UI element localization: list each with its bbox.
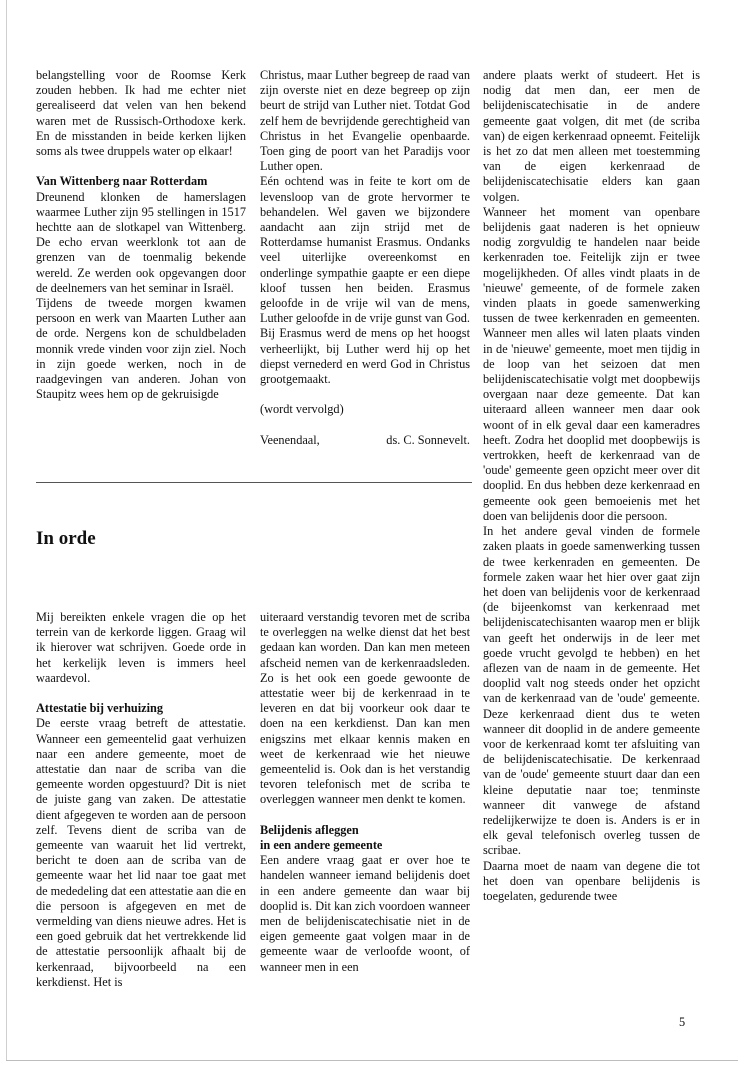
article1-paragraph: Tijdens de tweede morgen kwamen persoon en werk van Maarten Luther aan de orde. Nergens kon de schuldbeladen monnik vrede vinden voor zijn ziel. Noch in zijn goede werken, noch in de raadgevingen van anderen. Johan von Staupitz wees hem op de gekruisigde (36, 296, 246, 402)
author: ds. C. Sonnevelt. (386, 432, 470, 447)
section-heading-line: Belijdenis afleggen (260, 822, 359, 837)
article1-column-1 (36, 68, 246, 474)
article2-paragraph: De eerste vraag betreft de attestatie. Wanneer een gemeentelid gaat verhuizen naar een andere gemeente, moet de attestatie dan naar de scriba van die gemeente worden opgestuurd? Dit is niet de juiste gang van zaken. De attestatie dient afgegeven te worden aan de persoon zelf. Tevens dient de scriba van de gemeente van waaruit het lid vertrekt, bericht te doen aan de scriba van de gemeente waar het lid naar toe gaat met de mededeling dat een attestatie aan die en die persoon is afgegeven en met de vermelding van diens nieuwe adres. Het is een goed gebruik dat het vertrekkende lid de attestatie persoonlijk afhaalt bij de kerkenraad, bijvoorbeeld na een kerkdienst. Het is (36, 716, 246, 989)
article1-paragraph: Eén ochtend was in feite te kort om de levensloop van de grote hervormer te behandelen. Wel gaven we bijzondere aandacht aan zijn strijd met de Rotterdamse humanist Erasmus. Ondanks veel uiterlijke overeenkomst en onderlinge sympathie gaapte er een diepe kloof tussen hen beiden. Erasmus geloofde in de vrije wil van de mens, Luther geloofde in de vrije gunst van God. Bij Erasmus werd de mens op het hoogst verheerlijkt, bij Luther werd hij op het diepst vernederd en werd God in Christus grootgemaakt. (260, 174, 470, 387)
article2-column-2 (260, 610, 470, 1042)
page-number: 5 (679, 1015, 686, 1029)
signature-line (260, 433, 470, 448)
to-be-continued: (wordt vervolgd) (260, 402, 344, 417)
article2-paragraph: uiteraard verstandig tevoren met de scriba te overleggen na welke dienst dat het best gedaan kan worden. Dan kan men meteen afscheid nemen van de kerkenraadsleden. Zo is het ook een goede gewoonte de attestatie weer bij de kerkenraad in te leveren en dat bij voorkeur ook daar te doen na een kerkdienst. Dan kan men enigszins met elkaar kennis maken en weet de kerkenraad wie het nieuwe gemeentelid is. Ook dan is het verstandig tevoren telefonisch met de scriba te overleggen wanneer men denkt te komen. (260, 610, 470, 807)
place: Veenendaal, (260, 432, 320, 447)
article2-paragraph: Een andere vraag gaat er over hoe te handelen wanneer iemand belijdenis doet in een andere gemeente dan waar bij dooplid is. Dit kan zich voordoen wanneer men de belijdeniscatechisatie niet in de eigen gemeente gaat volgen maar in de gemeente waar de verloofde woont, of wanneer men in een (260, 853, 470, 974)
article2-paragraph: Mij bereikten enkele vragen die op het terrein van de kerkorde liggen. Graag wil ik hierover wat schrijven. Goede orde in het kerkelijk leven is immers heel waardevol. (36, 610, 246, 685)
article2-paragraph: In het andere geval vinden de formele zaken plaats in goede samenwerking tussen de twee kerkenraden en gemeenten. De formele zaken waar het hier over gaat zijn het doen van belijdenis voor de kerkenraad (de bijeenkomst van kerkenraad met belijdeniscatechisanten waarop men er blijk van geeft het onderwijs in de leer met goede vrucht gevolgd te hebben) en het aflezen van de naam in de gemeente. Het dooplid valt nog steeds onder het opzicht van de kerkenraad van de 'oude' gemeente. Deze kerkenraad dient dus te weten wanneer dit dooplid in de andere gemeente voor de kerkenraad komt ter afsluiting van de belijdeniscatechisatie. De kerkenraad van de 'oude' gemeente stuurt daar dan een kleine deputatie naar toe; tenminste wanneer dit vanwege de afstand redelijkerwijze te doen is. Anders is er in elk geval telefonisch overleg tussen de scribae. (483, 524, 700, 858)
section-heading: Van Wittenberg naar Rotterdam (36, 174, 208, 189)
article1-column-2 (260, 68, 470, 474)
article2-column-3 (483, 68, 700, 998)
page-left-edge (6, 0, 7, 1060)
article-title: In orde (36, 528, 96, 549)
article1-paragraph: Christus, maar Luther begreep de raad van zijn overste niet en deze begreep op zijn beurt de strijd van Luther niet. Totdat God zelf hem de bevrijdende gerechtigheid van Christus in het Evangelie openbaarde. Toen ging de poort van het Paradijs voor Luther open. (260, 68, 470, 174)
section-heading (260, 823, 470, 853)
article2-paragraph: Wanneer het moment van openbare belijdenis gaat naderen is het opnieuw nodig zorgvuldig te handelen naar beide kerkenraden toe. Feitelijk zijn er twee mogelijkheden. Of alles vindt plaats in de 'nieuwe' gemeente, of de formele zaken vinden plaats in goede samenwerking tussen de twee kerkenraden en gemeenten. Wanneer men alles wil laten plaats vinden in de 'nieuwe' gemeente, moet men tijdig in de loop van het seizoen dat men belijdeniscatechisatie volgt met doopbewijs overgaan naar deze gemeente. Dat kan uiteraard alleen wanneer men daar ook woont of in elk geval daar een kameradres heeft. Zodra het dooplid met doopbewijs is vertrokken, heeft de kerkenraad van de 'oude' gemeente geen opzicht meer over dit dooplid. En dus hebben deze kerkenraad en gemeente ook geen bemoeienis met het doen van belijdenis door die persoon. (483, 204, 700, 523)
article2-paragraph: andere plaats werkt of studeert. Het is nodig dat men dan, eer men de belijdeniscatechisatie in de andere gemeente gaat volgen, dit met (de scriba van) de eigen kerkenraad opneemt. Feitelijk is het zo dat men alleen met toestemming van de eigen kerkenraad de belijdeniscatechisatie elders kan gaan volgen. (483, 68, 700, 204)
article1-paragraph: Dreunend klonken de hamerslagen waarmee Luther zijn 95 stellingen in 1517 hechtte aan de slotkapel van Wittenberg. De echo ervan weerklonk tot aan de grenzen van de toenmalig bekende wereld. Ze werden ook opgevangen door de deelnemers van het seminar in Israël. (36, 189, 246, 295)
section-heading: Attestatie bij verhuizing (36, 701, 164, 716)
article-divider (36, 482, 472, 483)
page-bottom-edge (6, 1060, 738, 1061)
article2-column-1 (36, 610, 246, 1042)
section-heading-line: in een andere gemeente (260, 838, 383, 853)
article1-paragraph: belangstelling voor de Roomse Kerk zouden hebben. Ik had me echter niet gerealiseerd dat velen van hen bekend waren met de Russisch-Orthodoxe kerk. En de misstanden in beide kerken lijken soms als twee druppels water op elkaar! (36, 68, 246, 159)
article2-paragraph: Daarna moet de naam van degene die tot het doen van openbare belijdenis is toegelaten, gedurende twee (483, 858, 700, 903)
